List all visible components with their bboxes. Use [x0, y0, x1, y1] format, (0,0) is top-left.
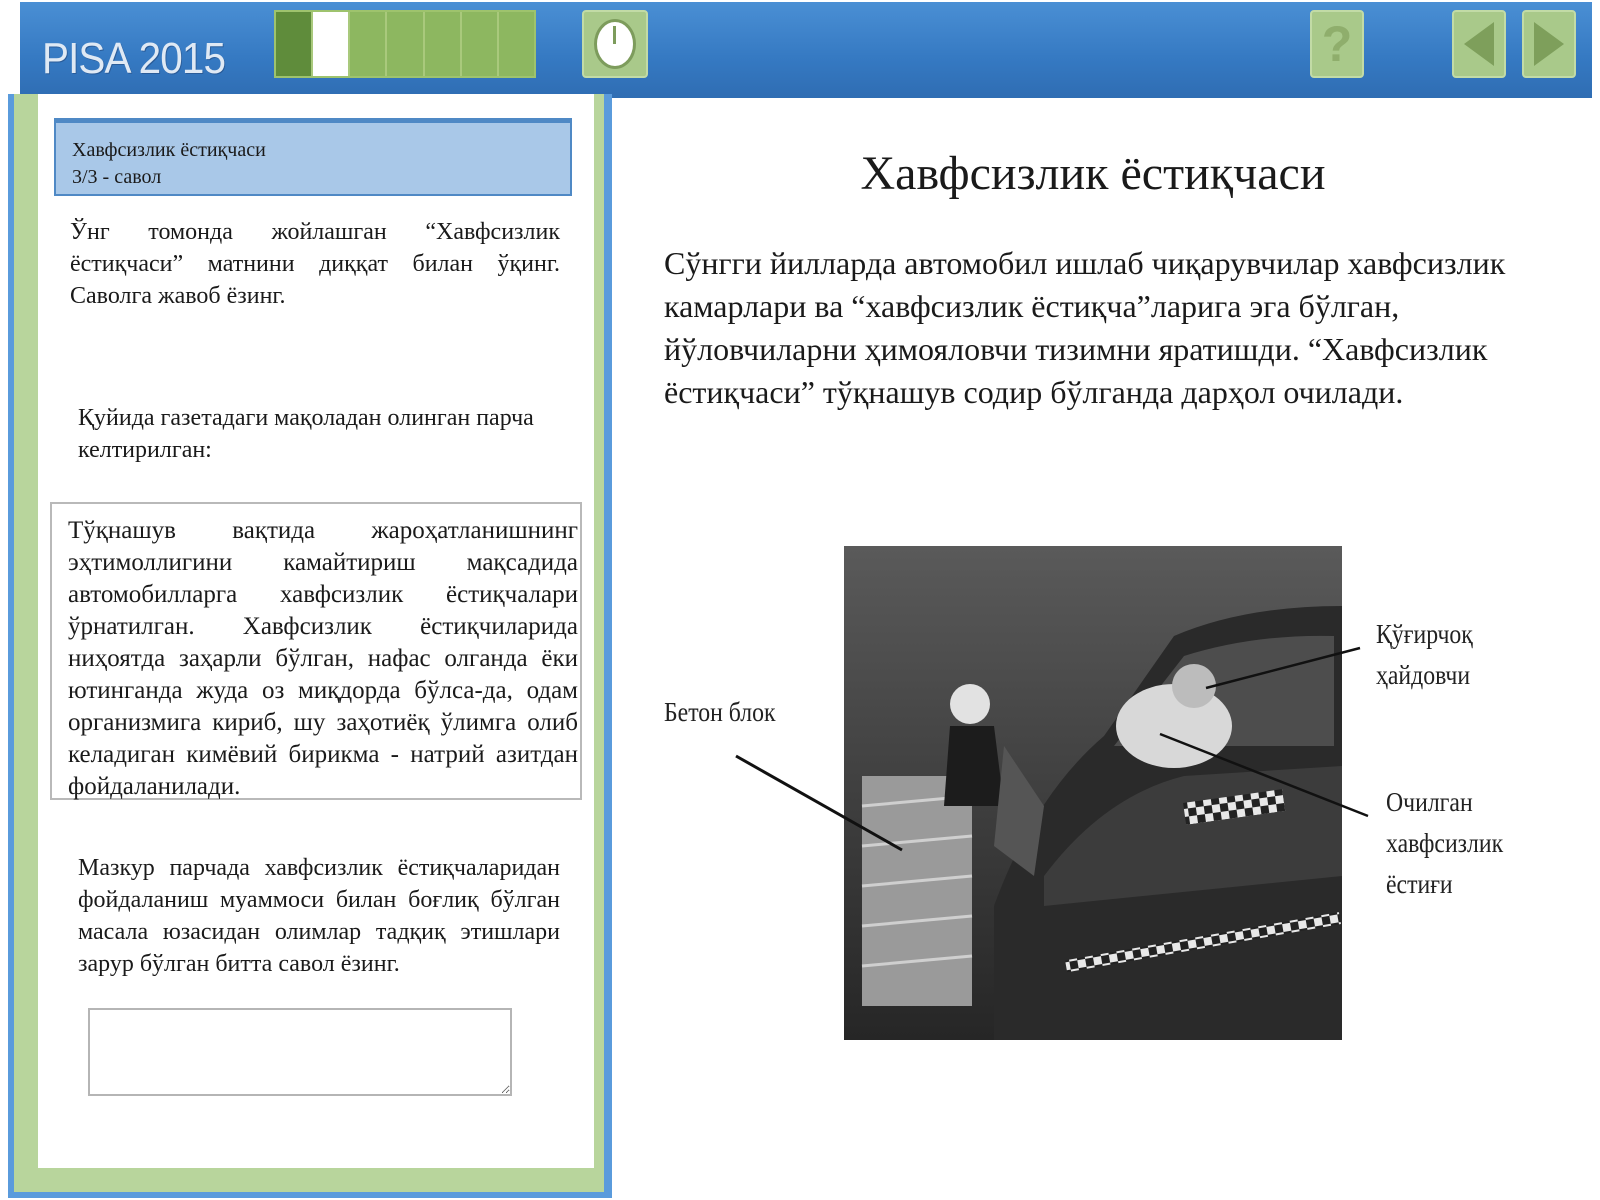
next-button[interactable]	[1522, 10, 1576, 78]
question-text: Мазкур парчада хавфсизлик ёстиқчаларидан фойдаланиш муаммоси билан боғлиқ бўлган масала юзасидан олимлар тадқиқ этишлари зарур бўлган битта савол ёзинг.	[78, 855, 560, 977]
arrow-right-icon	[1534, 22, 1564, 66]
top-bar	[20, 2, 1592, 98]
crash-test-photo	[844, 546, 1342, 1040]
instruction-text: Ўнг томонда жойлашган “Хавфсизлик ёстиқчаси” матнини диққат билан ўқинг. Саволга жавоб ёзинг.	[70, 219, 560, 309]
question-panel	[8, 94, 612, 1198]
progress-segment	[350, 12, 387, 76]
stimulus-title: Хавфсизлик ёстиқчаси	[860, 147, 1326, 200]
stimulus-body: Сўнгги йилларда автомобил ишлаб чиқарувчилар хавфсизлик камарлари ва “хавфсизлик ёстиқча”ларига эга бўлган, йўловчиларни ҳимояловчи тизимни яратишди. “Хавфсизлик ёстиқчаси” тўқнашув содир бўлганда дарҳол очилади.	[664, 245, 1506, 410]
pisa-logo: PISA 2015	[42, 34, 226, 83]
question-progress-bar	[274, 10, 536, 78]
label-concrete-block: Бетон блок	[664, 697, 776, 727]
lead-in-text: Қуйида газетадаги мақоладан олинган парча келтирилган:	[78, 405, 534, 463]
label-opened-airbag: Очилган хавфсизлик ёстиғи	[1386, 787, 1504, 899]
previous-button[interactable]	[1452, 10, 1506, 78]
label-dummy-driver: Қўғирчоқ ҳайдовчи	[1376, 619, 1473, 690]
progress-segment	[462, 12, 499, 76]
help-button[interactable]	[1310, 10, 1364, 78]
progress-segment	[499, 12, 534, 76]
arrow-left-icon	[1464, 22, 1494, 66]
question-counter: 3/3 - савол	[72, 166, 162, 188]
progress-segment-current	[313, 12, 350, 76]
progress-segment	[425, 12, 462, 76]
clock-icon	[594, 19, 636, 69]
question-header	[54, 118, 572, 196]
question-title: Хавфсизлик ёстиқчаси	[72, 139, 266, 161]
answer-input[interactable]	[88, 1008, 512, 1096]
progress-segment	[387, 12, 424, 76]
timer-button[interactable]	[582, 10, 648, 78]
question-panel-content	[38, 94, 594, 1168]
progress-segment	[276, 12, 313, 76]
newspaper-excerpt: Тўқнашув вақтида жароҳатланишнинг эҳтимоллигини камайтириш мақсадида автомобилларга хавфсизлик ёстиқчалари ўрнатилган. Хавфсизлик ёстиқчиларида ниҳоятда заҳарли бўлган, нафас олганда ёки ютинганда жуда оз миқдорда бўлса-да, одам организмига кириб, шу заҳотиёқ ўлимга олиб келадиган кимёвий бирикма - натрий азитдан фойдаланилади.	[50, 502, 582, 800]
question-mark-icon: ?	[1321, 16, 1353, 72]
